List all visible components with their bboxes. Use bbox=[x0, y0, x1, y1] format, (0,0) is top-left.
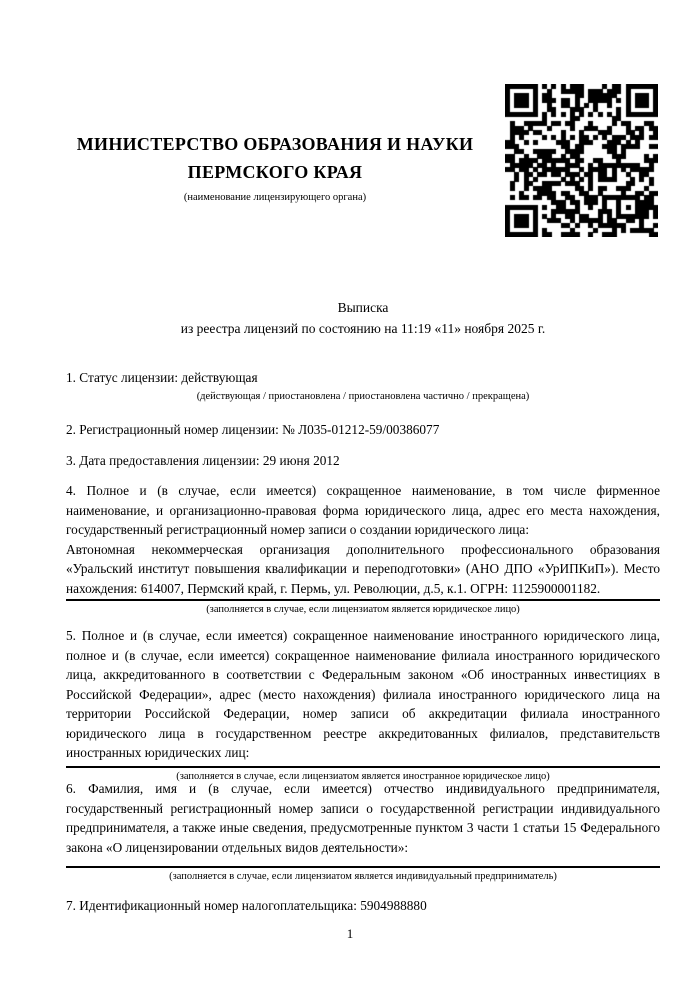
item-taxpayer-number bbox=[66, 896, 660, 916]
title-line1: Выписка bbox=[337, 300, 389, 315]
legal-entity-label: 4. Полное и (в случае, если имеется) сокращенное наименование, в том числе фирменное наименование, и организационно-правовая форма юридического лица, адрес его места нахождения, государственный регистрационный номер записи о создании юридического лица: bbox=[66, 483, 660, 537]
item-individual-entrepreneur bbox=[66, 779, 660, 884]
page-footer bbox=[0, 926, 700, 942]
individual-entrepreneur-fill-line bbox=[66, 866, 660, 868]
document-title bbox=[66, 297, 660, 339]
license-status-text: 1. Статус лицензии: действующая bbox=[66, 370, 258, 385]
page-number: 1 bbox=[346, 926, 354, 941]
ministry-name-line1: МИНИСТЕРСТВО ОБРАЗОВАНИЯ И НАУКИ bbox=[76, 134, 474, 154]
item-legal-entity bbox=[66, 481, 660, 617]
license-status-caption: (действующая / приостановлена / приостановлена частично / прекращена) bbox=[196, 390, 530, 402]
foreign-entity-fill-line bbox=[66, 766, 660, 768]
qr-code-icon bbox=[505, 84, 658, 237]
item-grant-date bbox=[66, 451, 660, 471]
individual-entrepreneur-label: 6. Фамилия, имя и (в случае, если имеется) отчество индивидуального предпринимателя, государственный регистрационный номер записи о государственной регистрации индивидуального предпринимателя, а также иные сведения, предусмотренные пунктом 3 части 1 статьи 15 Федерального закона «О лицензировании отдельных видов деятельности»: bbox=[66, 781, 660, 855]
item-license-status bbox=[66, 368, 660, 404]
individual-entrepreneur-value bbox=[66, 857, 660, 865]
licensing-authority-block bbox=[40, 130, 510, 204]
item-foreign-entity bbox=[66, 626, 660, 784]
item-registration-number bbox=[66, 420, 660, 440]
ministry-caption: (наименование лицензирующего органа) bbox=[183, 192, 367, 203]
foreign-entity-caption: (заполняется в случае, если лицензиатом является иностранное юридическое лицо) bbox=[176, 770, 550, 782]
legal-entity-value: Автономная некоммерческая организация дополнительного профессионального образования «Уральский институт повышения квалификации и переподготовки» (АНО ДПО «УрИПКиП»). Место нахождения: 614007, Пермский край, г. Пермь, ул. Революции, д.5, к.1. ОГРН: 1125900001182. bbox=[66, 541, 660, 596]
foreign-entity-value bbox=[66, 763, 660, 765]
individual-entrepreneur-caption: (заполняется в случае, если лицензиатом является индивидуальный предприниматель) bbox=[169, 871, 557, 882]
registration-number-text: 2. Регистрационный номер лицензии: № Л035-01212-59/00386077 bbox=[66, 422, 440, 437]
foreign-entity-label: 5. Полное и (в случае, если имеется) сокращенное наименование иностранного юридического лица, полное и (в случае, если имеется) сокращенное наименование филиала иностранного юридического лица, аккредитованного в соответствии с Федеральным законом «Об иностранных инвестициях в Российской Федерации», адрес (место нахождения) филиала иностранного юридического лица на территории Российской Федерации, номер записи об аккредитации филиала иностранного юридического лица в государственном реестре аккредитованных филиалов, представительств иностранных юридических лиц: bbox=[66, 628, 660, 760]
taxpayer-number-text: 7. Идентификационный номер налогоплательщика: 5904988880 bbox=[66, 898, 427, 913]
title-line2: из реестра лицензий по состоянию на 11:19 «11» ноября 2025 г. bbox=[180, 321, 546, 336]
legal-entity-fill-line bbox=[66, 599, 660, 601]
legal-entity-caption: (заполняется в случае, если лицензиатом является юридическое лицо) bbox=[206, 604, 520, 615]
grant-date-text: 3. Дата предоставления лицензии: 29 июня 2012 bbox=[66, 453, 340, 468]
ministry-name-line2: ПЕРМСКОГО КРАЯ bbox=[187, 162, 363, 182]
